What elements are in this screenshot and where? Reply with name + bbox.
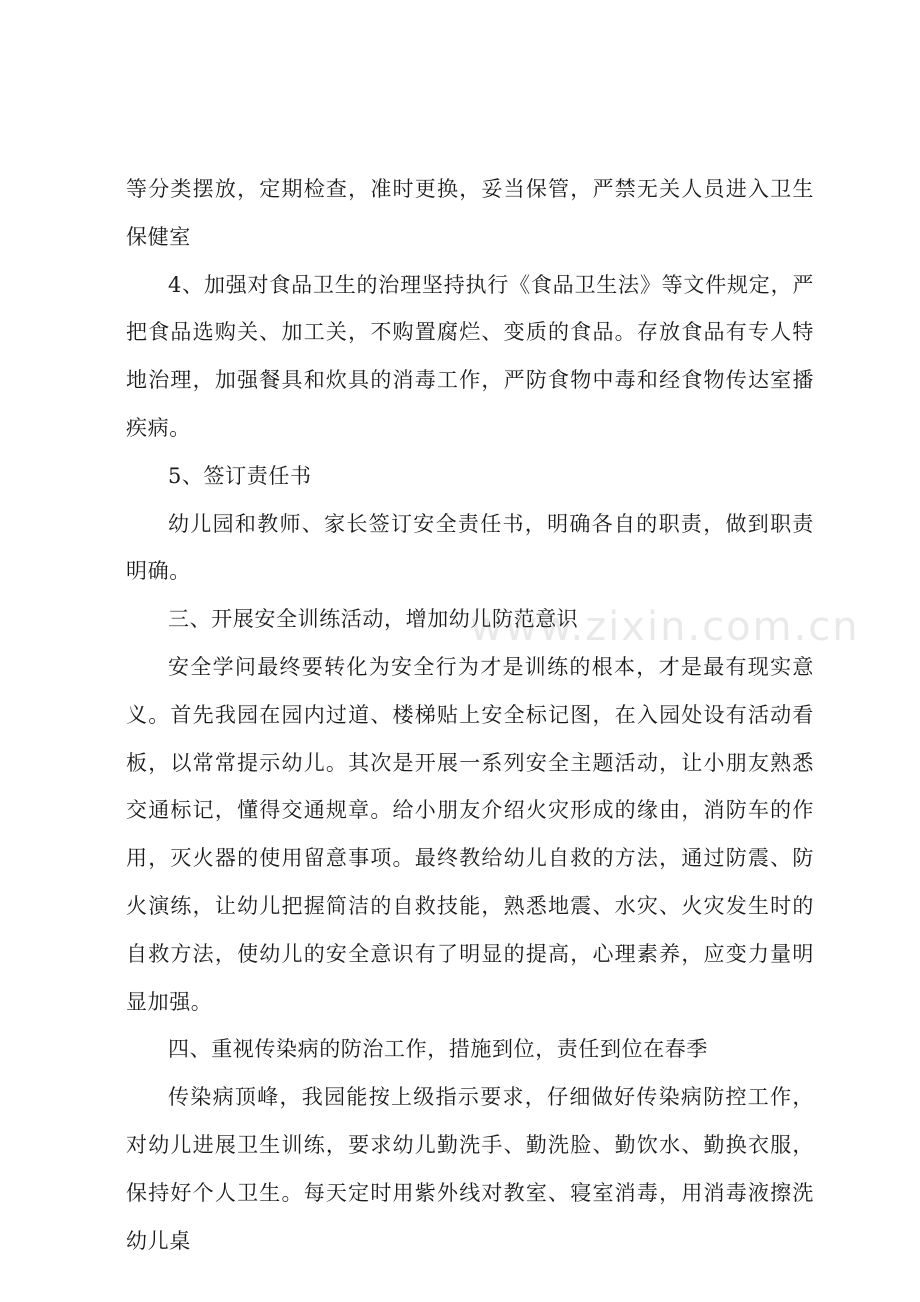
paragraph-1: 等分类摆放，定期检查，准时更换，妥当保管，严禁无关人员进入卫生保健室 bbox=[126, 177, 814, 249]
paragraph-4: 幼儿园和教师、家长签订安全责任书，明确各自的职责，做到职责明确。 bbox=[126, 511, 814, 584]
paragraph-3: 5、签订责任书 bbox=[168, 463, 312, 488]
paragraph-8: 传染病顶峰，我园能按上级指示要求，仔细做好传染病防控工作，对幼儿进展卫生训练，要求幼儿勤洗手、勤洗脸、勤饮水、勤换衣服，保持好个人卫生。每天定时用紫外线对教室、寝室消毒，用消毒液擦洗幼儿桌 bbox=[126, 1085, 814, 1253]
paragraph-2: 4、加强对食品卫生的治理坚持执行《食品卫生法》等文件规定，严把食品选购关、加工关，不购置腐烂、变质的食品。存放食品有专人特地治理，加强餐具和炊具的消毒工作，严防食物中毒和经食物传达室播疾病。 bbox=[126, 272, 814, 440]
paragraph-5: 三、开展安全训练活动，增加幼儿防范意识 bbox=[168, 607, 579, 632]
paragraph-6: 安全学问最终要转化为安全行为才是训练的根本，才是最有现实意义。首先我园在园内过道、楼梯贴上安全标记图，在入园处设有活动看板，以常常提示幼儿。其次是开展一系列安全主题活动，让小朋友熟悉交通标记，懂得交通规章。给小朋友介绍火灾形成的缘由，消防车的作用，灭火器的使用留意事项。最终教给幼儿自救的方法，通过防震、防火演练，让幼儿把握简洁的自救技能，熟悉地震、水灾、火灾发生时的自救方法，使幼儿的安全意识有了明显的提高，心理素养，应变力量明显加强。 bbox=[126, 654, 814, 1014]
paragraph-7: 四、重视传染病的防治工作，措施到位，责任到位在春季 bbox=[168, 1037, 708, 1062]
